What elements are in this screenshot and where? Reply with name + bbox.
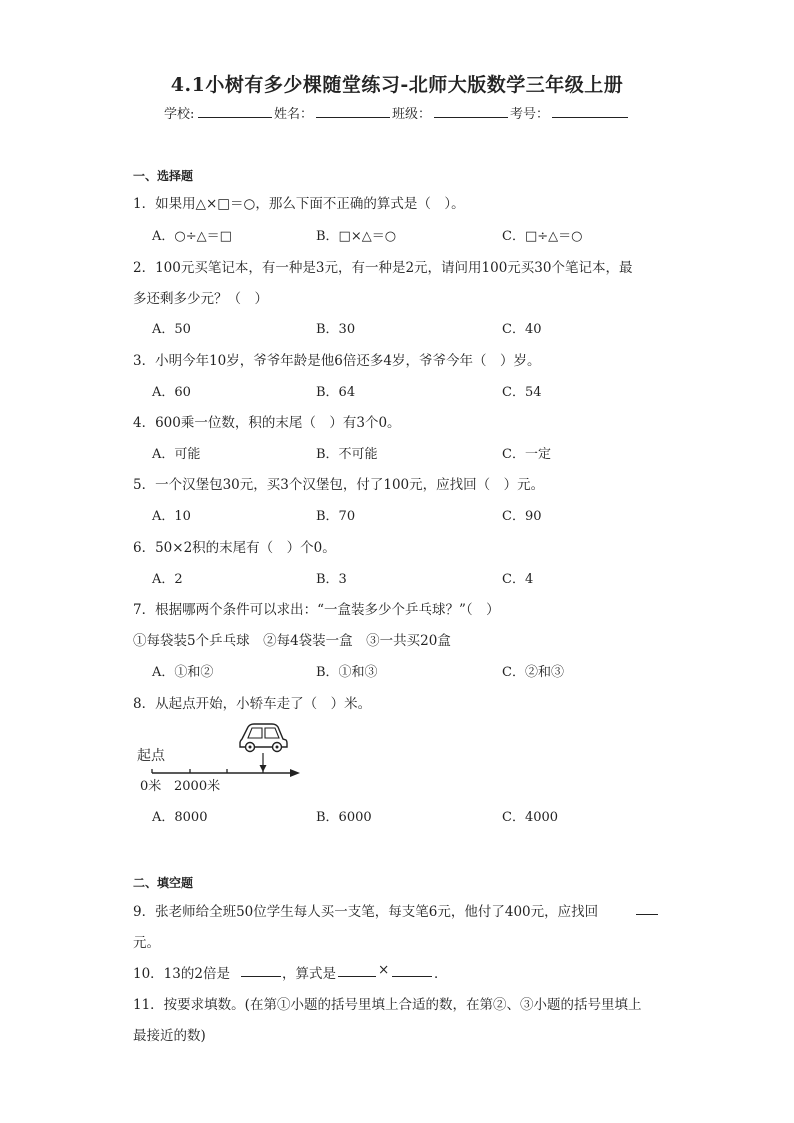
- q9-answer-blank[interactable]: [636, 902, 658, 915]
- question-10-end: ．: [434, 966, 448, 982]
- school-label: 学校:: [164, 107, 195, 122]
- q2-option-a[interactable]: A．50: [152, 322, 191, 337]
- q8-option-b[interactable]: B．6000: [316, 810, 372, 825]
- question-7: 7．根据哪两个条件可以求出：“一盒装多少个乒乓球？”（ ）: [133, 602, 500, 618]
- class-label: 班级：: [392, 107, 432, 122]
- q6-option-a[interactable]: A．2: [152, 572, 183, 587]
- car-icon: [240, 724, 287, 752]
- question-11-line1: 11．按要求填数。(在第①小题的括号里填上合适的数，在第②、③小题的括号里填上: [133, 997, 642, 1013]
- q8-option-a[interactable]: A．8000: [152, 810, 208, 825]
- section-title-fill: 二、填空题: [133, 876, 194, 890]
- name-field[interactable]: [316, 105, 390, 118]
- q2-option-b[interactable]: B．30: [316, 322, 356, 337]
- question-9-line1: 9．张老师给全班50位学生每人买一支笔，每支笔6元，他付了400元，应找回: [133, 904, 599, 920]
- question-4: 4．600乘一位数，积的末尾（ ）有3个0。: [133, 415, 401, 431]
- question-8: 8．从起点开始，小轿车走了（ ）米。: [133, 696, 372, 712]
- q4-option-c[interactable]: C．一定: [502, 447, 551, 462]
- exam-no-label: 考号：: [510, 107, 550, 122]
- q4-option-a[interactable]: A．可能: [152, 447, 201, 462]
- exam-no-field[interactable]: [552, 105, 628, 118]
- question-7-conditions: ①每袋装5个乒乓球 ②每4袋装一盒 ③一共买20盒: [133, 633, 451, 649]
- tick-label-2000: 2000米: [174, 779, 221, 794]
- question-6: 6．50×2积的末尾有（ ）个0。: [133, 540, 336, 556]
- q4-option-b[interactable]: B．不可能: [316, 447, 378, 462]
- q7-option-a[interactable]: A．①和②: [152, 665, 214, 680]
- q3-option-b[interactable]: B．64: [316, 385, 356, 400]
- q7-option-c[interactable]: C．②和③: [502, 665, 564, 680]
- q7-option-b[interactable]: B．①和③: [316, 665, 378, 680]
- q5-option-c[interactable]: C．90: [502, 509, 542, 524]
- school-field[interactable]: [198, 105, 272, 118]
- q5-option-a[interactable]: A．10: [152, 509, 191, 524]
- section-title-choice: 一、选择题: [133, 169, 194, 183]
- class-field[interactable]: [434, 105, 508, 118]
- start-label: 起点: [137, 748, 165, 764]
- q1-option-b[interactable]: B．□×△＝○: [316, 229, 397, 244]
- zero-label: 0米: [140, 779, 162, 794]
- q10-blank-2[interactable]: [338, 964, 376, 977]
- question-3: 3．小明今年10岁，爷爷年龄是他6倍还多4岁，爷爷今年（ ）岁。: [133, 353, 541, 369]
- q6-option-c[interactable]: C．4: [502, 572, 534, 587]
- q6-option-b[interactable]: B．3: [316, 572, 347, 587]
- page-title: 4.1小树有多少棵随堂练习-北师大版数学三年级上册: [170, 74, 624, 96]
- question-1: 1．如果用△×□＝○，那么下面不正确的算式是（ ）。: [133, 196, 465, 212]
- axis-arrow-head: [290, 769, 300, 777]
- q1-option-c[interactable]: C．□÷△＝○: [502, 229, 583, 244]
- question-10-part-a: 10．13的2倍是: [133, 966, 230, 982]
- question-11-line2: 最接近的数): [133, 1028, 206, 1044]
- question-2-line1: 2．100元买笔记本，有一种是3元，有一种是2元，请问用100元买30个笔记本，最: [133, 260, 633, 276]
- question-5: 5．一个汉堡包30元，买3个汉堡包，付了100元，应找回（ ）元。: [133, 477, 545, 493]
- q1-option-a[interactable]: A．○÷△＝□: [152, 229, 232, 244]
- question-2-line2: 多还剩多少元？（ ）: [133, 291, 268, 307]
- question-10-part-b: ，算式是: [282, 966, 336, 982]
- q3-option-a[interactable]: A．60: [152, 385, 191, 400]
- name-label: 姓名：: [274, 107, 314, 122]
- question-9-line2: 元。: [133, 935, 160, 951]
- q3-option-c[interactable]: C．54: [502, 385, 542, 400]
- q2-option-c[interactable]: C．40: [502, 322, 542, 337]
- question-10-times: ×: [378, 962, 390, 978]
- q10-blank-3[interactable]: [392, 964, 432, 977]
- q8-option-c[interactable]: C．4000: [502, 810, 559, 825]
- q5-option-b[interactable]: B．70: [316, 509, 356, 524]
- q10-blank-1[interactable]: [241, 964, 281, 977]
